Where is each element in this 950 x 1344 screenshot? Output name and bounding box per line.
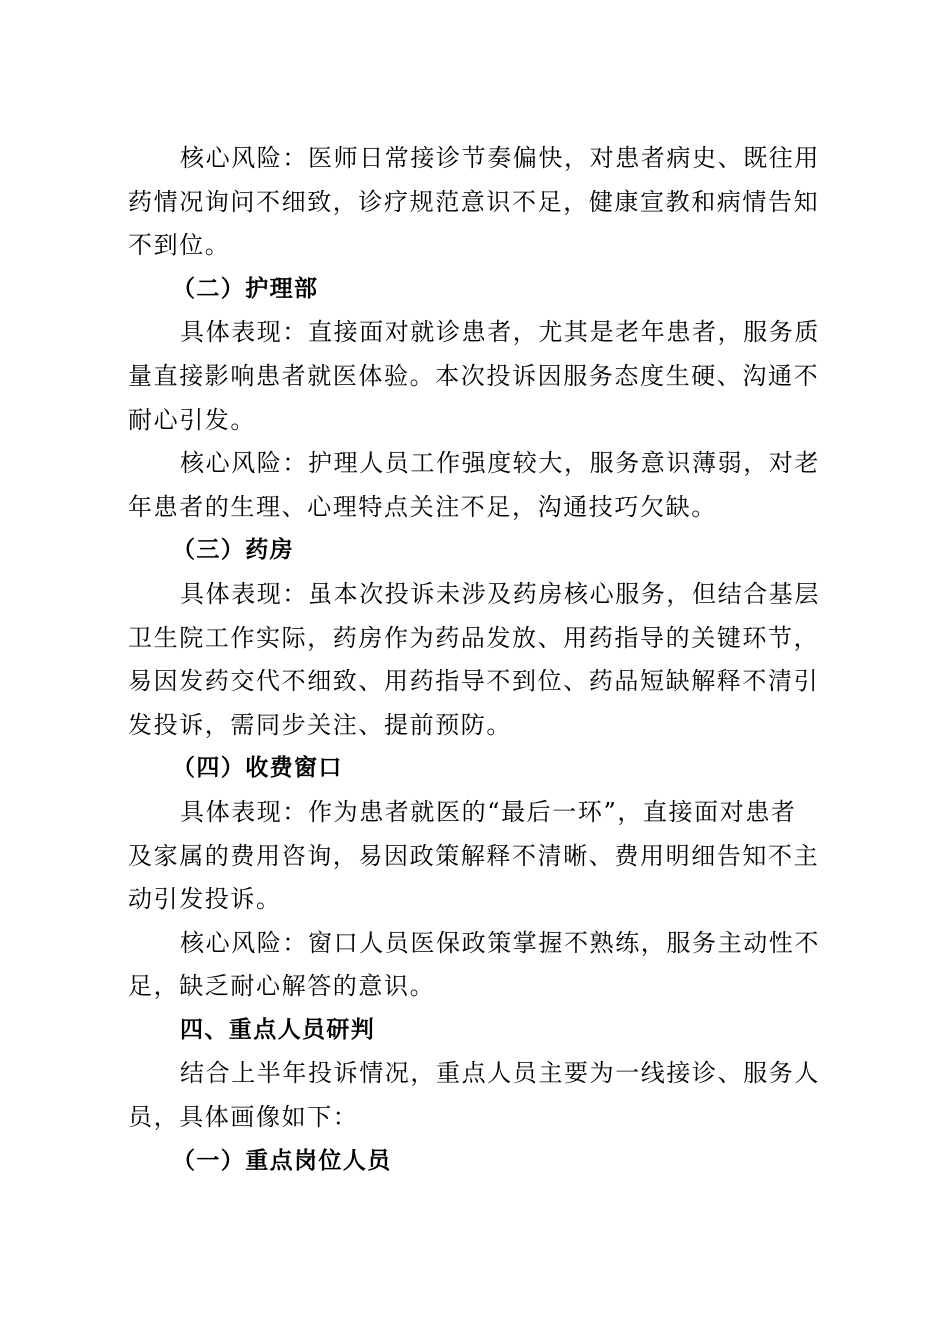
text-line: 年患者的生理、心理特点关注不足，沟通技巧欠缺。: [128, 492, 717, 521]
text-line: 耐心引发。: [128, 405, 256, 434]
text-line: 卫生院工作实际，药房作为药品发放、用药指导的关键环节，: [128, 623, 820, 652]
paragraph-billing-core-risk: [128, 922, 822, 1009]
text-line: 具体表现：虽本次投诉未涉及药房核心服务，但结合基层: [180, 579, 820, 608]
subheading-key-positions: （一）重点岗位人员: [172, 1147, 392, 1174]
text-line: 量直接影响患者就医体验。本次投诉因服务态度生硬、沟通不: [128, 361, 820, 390]
subheading-nursing: （二）护理部: [172, 275, 319, 302]
text-line: 发投诉，需同步关注、提前预防。: [128, 710, 512, 739]
text-line: 核心风险：护理人员工作强度较大，服务意识薄弱，对老: [180, 449, 820, 478]
section-heading-key-personnel: 四、重点人员研判: [180, 1016, 376, 1043]
text-line: 易因发药交代不细致、用药指导不到位、药品短缺解释不清引: [128, 667, 820, 696]
text-line: 具体表现：作为患者就医的“最后一环”，直接面对患者: [180, 797, 797, 826]
text-line: 员，具体画像如下：: [128, 1103, 359, 1132]
paragraph-billing-performance: [128, 791, 822, 922]
paragraph-nursing-core-risk: [128, 442, 822, 529]
text-line: 足，缺乏耐心解答的意识。: [128, 972, 436, 1001]
paragraph-key-personnel-intro: [128, 1052, 822, 1139]
text-line: 结合上半年投诉情况，重点人员主要为一线接诊、服务人: [180, 1059, 820, 1088]
paragraph-pharmacy-performance: [128, 573, 822, 747]
text-line: 具体表现：直接面对就诊患者，尤其是老年患者，服务质: [180, 318, 820, 347]
text-line: 及家属的费用咨询，易因政策解释不清晰、费用明细告知不主: [128, 841, 820, 870]
text-line: 核心风险：医师日常接诊节奏偏快，对患者病史、既往用: [180, 144, 820, 172]
paragraph-doctor-core-risk: [128, 137, 822, 268]
text-line: 不到位。: [128, 231, 231, 260]
paragraph-nursing-performance: [128, 311, 822, 442]
subheading-billing-window: （四）收费窗口: [172, 755, 343, 782]
text-line: 药情况询问不细致，诊疗规范意识不足，健康宣教和病情告知: [128, 187, 820, 216]
subheading-pharmacy: （三）药房: [172, 537, 294, 564]
text-line: 动引发投诉。: [128, 885, 282, 914]
document-body: [128, 137, 822, 1183]
text-line: 核心风险：窗口人员医保政策掌握不熟练，服务主动性不: [180, 928, 820, 957]
